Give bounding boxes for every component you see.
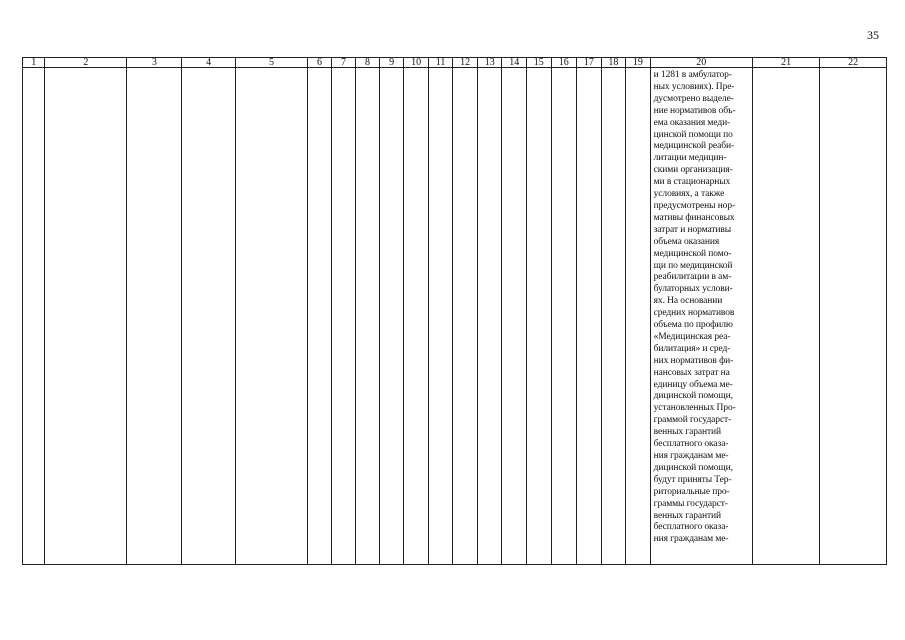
column-header-5: 5	[235, 58, 308, 68]
text-line: и 1281 в амбулатор-	[653, 70, 732, 80]
column-header-19: 19	[626, 58, 651, 68]
text-line: бесплатного оказа-	[653, 522, 729, 533]
cell-col-21	[752, 68, 819, 565]
text-line: венных гарантий	[653, 510, 721, 521]
text-line: ми в стационарных	[653, 177, 731, 188]
cell-col-5	[235, 68, 308, 565]
cell-col-4	[182, 68, 235, 565]
column-header-1: 1	[23, 58, 45, 68]
cell-col-11	[428, 68, 453, 565]
column-header-3: 3	[127, 58, 182, 68]
text-line: них нормативов фи-	[653, 355, 734, 366]
column-header-7: 7	[331, 58, 356, 68]
column-header-17: 17	[577, 58, 602, 68]
cell-col-12	[453, 68, 478, 565]
text-line: бесплатного оказа-	[653, 439, 729, 450]
text-line: предусмотрены нор-	[653, 200, 736, 211]
data-table	[22, 57, 887, 565]
text-line: дицинской помощи,	[653, 462, 733, 473]
text-line: ние нормативов объ-	[653, 105, 736, 116]
text-line: ния гражданам ме-	[653, 451, 729, 461]
cell-col-20	[650, 68, 752, 565]
cell-col-15	[526, 68, 551, 565]
text-line: билитация» и сред-	[653, 343, 731, 354]
text-line: ных условиях). Пре-	[653, 81, 735, 92]
text-line: дицинской помощи,	[653, 391, 733, 402]
column-header-11: 11	[428, 58, 453, 68]
text-line: «Медицинская реа-	[653, 331, 731, 342]
text-line: ния гражданам ме-	[653, 534, 729, 545]
page-number: 35	[867, 28, 879, 42]
column-header-9: 9	[379, 58, 404, 68]
text-line: единицу объема ме-	[653, 379, 733, 390]
cell-col-16	[551, 68, 577, 565]
column-20-text	[651, 68, 752, 546]
text-line: будут приняты Тер-	[653, 474, 732, 485]
column-header-15: 15	[526, 58, 551, 68]
column-header-20: 20	[650, 58, 752, 68]
column-header-14: 14	[502, 58, 527, 68]
column-header-21: 21	[752, 58, 819, 68]
cell-col-3	[127, 68, 182, 565]
cell-col-10	[404, 68, 429, 565]
column-header-12: 12	[453, 58, 478, 68]
text-line: нансовых затрат на	[653, 367, 730, 378]
text-line: ях. На основании	[653, 296, 723, 307]
column-header-4: 4	[182, 58, 235, 68]
text-line: булаторных услови-	[653, 284, 733, 295]
cell-col-13	[477, 68, 502, 565]
column-header-8: 8	[356, 58, 380, 68]
cell-col-7	[331, 68, 356, 565]
text-line: мативы финансовых	[653, 212, 735, 223]
column-header-10: 10	[404, 58, 429, 68]
table-header-row	[23, 58, 887, 68]
text-line: граммой государст-	[653, 415, 732, 426]
column-header-22: 22	[820, 58, 887, 68]
text-line: средних нормативов	[653, 308, 735, 319]
cell-col-2	[45, 68, 127, 565]
text-line: щи по медицинской	[653, 260, 733, 271]
cell-col-18	[601, 68, 626, 565]
cell-col-8	[356, 68, 380, 565]
text-line: установленных Про-	[653, 403, 736, 414]
cell-col-1	[23, 68, 45, 565]
column-header-2: 2	[45, 58, 127, 68]
text-line: граммы государст-	[653, 498, 728, 509]
table-row	[23, 68, 887, 565]
text-line: объема оказания	[653, 236, 720, 247]
column-header-6: 6	[308, 58, 332, 68]
column-header-13: 13	[477, 58, 502, 68]
text-line: объема по профилю	[653, 320, 733, 331]
column-header-18: 18	[601, 58, 626, 68]
cell-col-14	[502, 68, 527, 565]
text-line: медицинской реаби-	[653, 141, 735, 152]
text-line: условиях, а также	[653, 189, 725, 200]
cell-col-6	[308, 68, 332, 565]
column-header-16: 16	[551, 58, 577, 68]
text-line: реабилитации в ам-	[653, 272, 732, 283]
text-line: медицинской помо-	[653, 248, 732, 259]
cell-col-9	[379, 68, 404, 565]
cell-col-22	[820, 68, 887, 565]
text-line: затрат и нормативы	[653, 224, 732, 235]
text-line: скими организация-	[653, 165, 733, 176]
text-line: литации медицин-	[653, 153, 727, 164]
cell-col-19	[626, 68, 651, 565]
text-line: венных гарантий	[653, 427, 721, 438]
text-line: риториальные про-	[653, 486, 730, 497]
text-line: цинской помощи по	[653, 129, 733, 140]
text-line: дусмотрено выделе-	[653, 93, 734, 104]
cell-col-17	[577, 68, 602, 565]
text-line: ема оказания меди-	[653, 117, 731, 128]
